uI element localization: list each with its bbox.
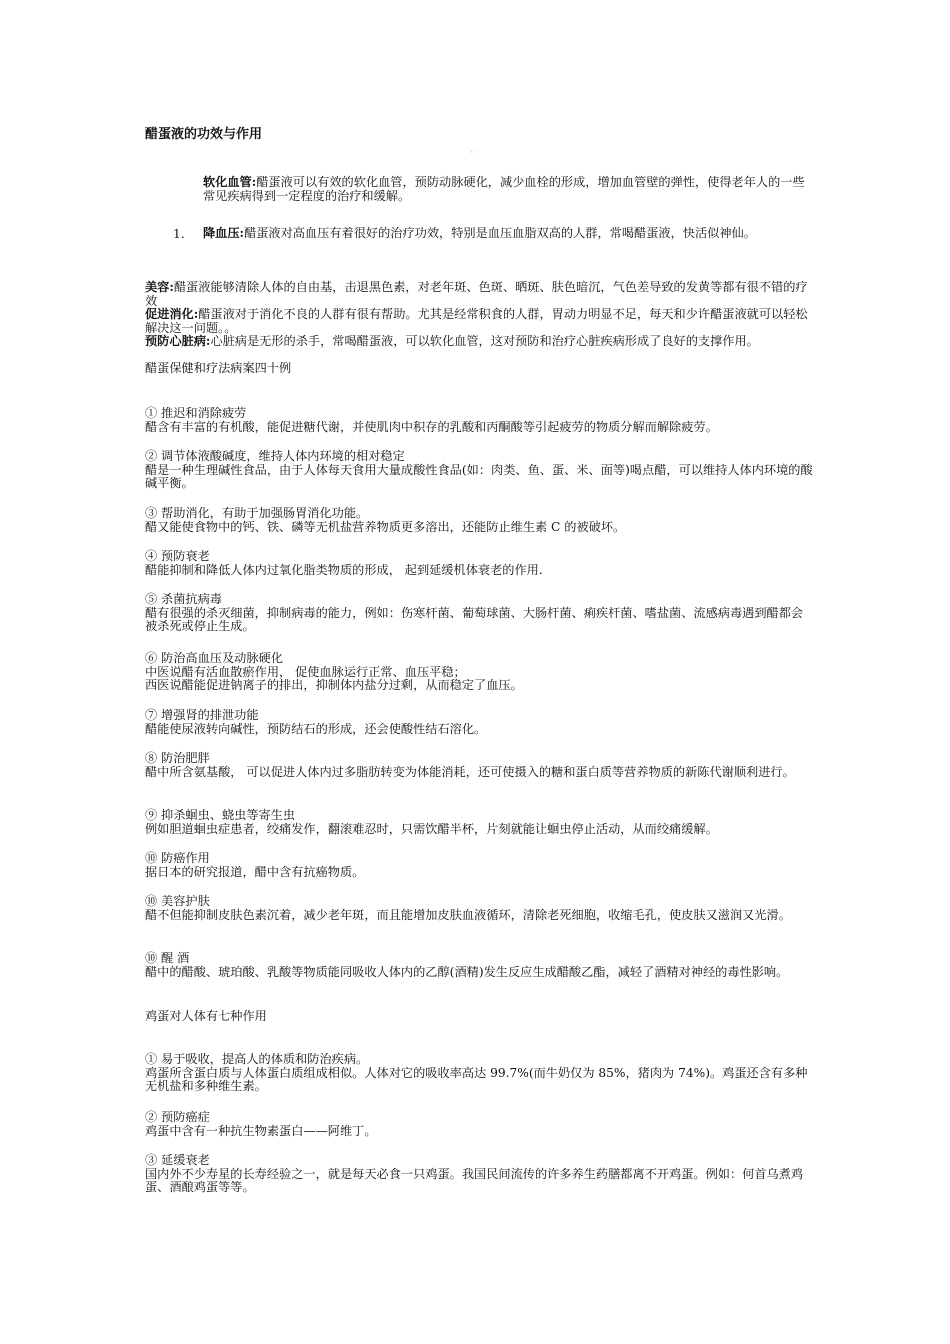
item-text: 国内外不少寿星的长寿经验之一，就是每天必食一只鸡蛋。我国民间流传的许多养生药膳都离不开鸡蛋。例如：何首乌煮鸡蛋、酒酿鸡蛋等等。 <box>145 1166 804 1194</box>
item-heading: ⑤ 杀菌抗病毒 <box>145 592 222 606</box>
item-heading: ③ 延缓衰老 <box>145 1153 210 1167</box>
item-b-2 <box>145 450 815 491</box>
item-b-3 <box>145 507 815 534</box>
item-heading: ③ 帮助消化，有助于加强肠胃消化功能。 <box>145 506 369 520</box>
item-b-4 <box>145 550 815 577</box>
item-b-1 <box>145 407 815 434</box>
item-text: 鸡蛋所含蛋白质与人体蛋白质组成相似。人体对它的吸收率高达 99.7%(而牛奶仅为 85%，猪肉为 74%)。鸡蛋还含有多种无机盐和多种维生素。 <box>145 1065 808 1093</box>
item-heading: ② 调节体液酸碱度，维持人体内环境的相对稳定 <box>145 449 405 463</box>
item-b-10 <box>145 852 815 879</box>
label-beauty: 美容: <box>145 280 174 294</box>
section-c-title: 鸡蛋对人体有七种作用 <box>145 1009 267 1023</box>
section-b-title: 醋蛋保健和疗法病案四十例 <box>145 361 292 375</box>
item-text-2: 西医说醋能促进钠离子的排出，抑制体内盐分过剩，从而稳定了血压。 <box>145 678 523 692</box>
item-heading: ⑩ 美容护肤 <box>145 894 210 908</box>
item-heading: ⑩ 醒 酒 <box>145 951 190 965</box>
label-digest: 促进消化: <box>145 307 199 321</box>
item-text: 醋能抑制和降低人体内过氧化脂类物质的形成， 起到延缓机体衰老的作用. <box>145 562 543 577</box>
item-b-11 <box>145 895 815 922</box>
label-heart: 预防心脏病: <box>145 334 211 348</box>
text-bp: 醋蛋液对高血压有着很好的治疗功效，特别是血压血脂双高的人群，常喝醋蛋液，快活似神仙。 <box>244 226 756 240</box>
item-heading: ① 易于吸收，提高人的体质和防治疾病。 <box>145 1052 369 1066</box>
faint-mark: · · <box>470 148 479 158</box>
item-c-1 <box>145 1053 815 1094</box>
item-text: 醋不但能抑制皮肤色素沉着，减少老年斑，而且能增加皮肤血液循环，清除老死细胞，收缩毛孔，使皮肤又滋润又光滑。 <box>145 907 791 922</box>
item-heading: ⑩ 防癌作用 <box>145 851 210 865</box>
text-heart: 心脏病是无形的杀手，常喝醋蛋液，可以软化血管，这对预防和治疗心脏疾病形成了良好的支撑作用。 <box>210 334 759 348</box>
list-number-1: 1. <box>173 227 185 241</box>
item-heading: ② 预防癌症 <box>145 1110 210 1124</box>
text-soften: 醋蛋液可以有效的软化血管，预防动脉硬化，减少血栓的形成，增加血管壁的弹性，使得老年人的一些常见疾病得到一定程度的治疗和缓解。 <box>203 175 805 203</box>
para-lower-bp <box>203 227 813 241</box>
item-heading: ⑧ 防治肥胖 <box>145 751 210 765</box>
para-soften-vessels <box>203 176 813 203</box>
item-heading: ⑥ 防治高血压及动脉硬化 <box>145 651 283 665</box>
para-digest <box>145 308 815 335</box>
text-beauty: 醋蛋液能够清除人体的自由基，击退黑色素，对老年斑、色斑、晒斑、肤色暗沉，气色差导致的发黄等都有很不错的疗效 <box>145 280 808 308</box>
text-digest: 醋蛋液对于消化不良的人群有很有帮助。尤其是经常积食的人群，胃动力明显不足，每天和少许醋蛋液就可以轻松解决这一问题。。 <box>145 307 808 335</box>
item-b-12 <box>145 952 815 979</box>
item-heading: ① 推迟和消除疲劳 <box>145 406 247 420</box>
item-text: 醋是一种生理碱性食品，由于人体每天食用大量成酸性食品(如：肉类、鱼、蛋、米、面等)喝点醋，可以维持人体内环境的酸碱平衡。 <box>145 462 813 490</box>
item-b-9 <box>145 809 815 836</box>
item-text: 醋能使尿液转向碱性，预防结石的形成，还会使酸性结石溶化。 <box>145 721 487 736</box>
item-text: 醋中所含氨基酸， 可以促进人体内过多脂肪转变为体能消耗，还可使摄入的糖和蛋白质等营养物质的新陈代谢顺利进行。 <box>145 764 795 779</box>
item-b-6 <box>145 652 815 693</box>
item-heading: ⑦ 增强肾的排泄功能 <box>145 708 259 722</box>
item-text: 醋含有丰富的有机酸，能促进糖代谢，并使肌肉中积存的乳酸和丙酮酸等引起疲劳的物质分解而解除疲劳。 <box>145 419 718 434</box>
item-text: 醋中的醋酸、琥珀酸、乳酸等物质能同吸收人体内的乙醇(酒精)发生反应生成醋酸乙酯，减轻了酒精对神经的毒性影响。 <box>145 964 789 979</box>
item-text: 鸡蛋中含有一种抗生物素蛋白——阿维丁。 <box>145 1123 377 1138</box>
label-bp: 降血压: <box>203 226 245 240</box>
para-heart <box>145 335 815 349</box>
item-heading: ④ 预防衰老 <box>145 549 210 563</box>
item-b-7 <box>145 709 815 736</box>
item-text: 中医说醋有活血散瘀作用， 促使血脉运行正常、血压平稳； <box>145 664 466 679</box>
label-soften: 软化血管: <box>203 175 257 189</box>
item-c-2 <box>145 1111 815 1138</box>
para-beauty <box>145 281 815 308</box>
document-title: 醋蛋液的功效与作用 <box>145 127 263 142</box>
item-b-5 <box>145 593 815 634</box>
item-heading: ⑨ 抑杀蛔虫、蛲虫等寄生虫 <box>145 808 296 822</box>
item-b-8 <box>145 752 815 779</box>
item-text: 据日本的研究报道，醋中含有抗癌物质。 <box>145 864 365 879</box>
item-text: 醋又能使食物中的钙、铁、磷等无机盐营养物质更多溶出，还能防止维生素 C 的被破坏。 <box>145 519 626 534</box>
item-text: 例如胆道蛔虫症患者，绞痛发作，翻滚难忍时，只需饮醋半杯，片刻就能让蛔虫停止活动，从而绞痛缓解。 <box>145 821 718 836</box>
item-c-3 <box>145 1154 815 1195</box>
item-text: 醋有很强的杀灭细菌，抑制病毒的能力，例如：伤寒杆菌、葡萄球菌、大肠杆菌、痢疾杆菌、嗜盐菌、流感病毒遇到醋都会被杀死或停止生成。 <box>145 605 804 633</box>
